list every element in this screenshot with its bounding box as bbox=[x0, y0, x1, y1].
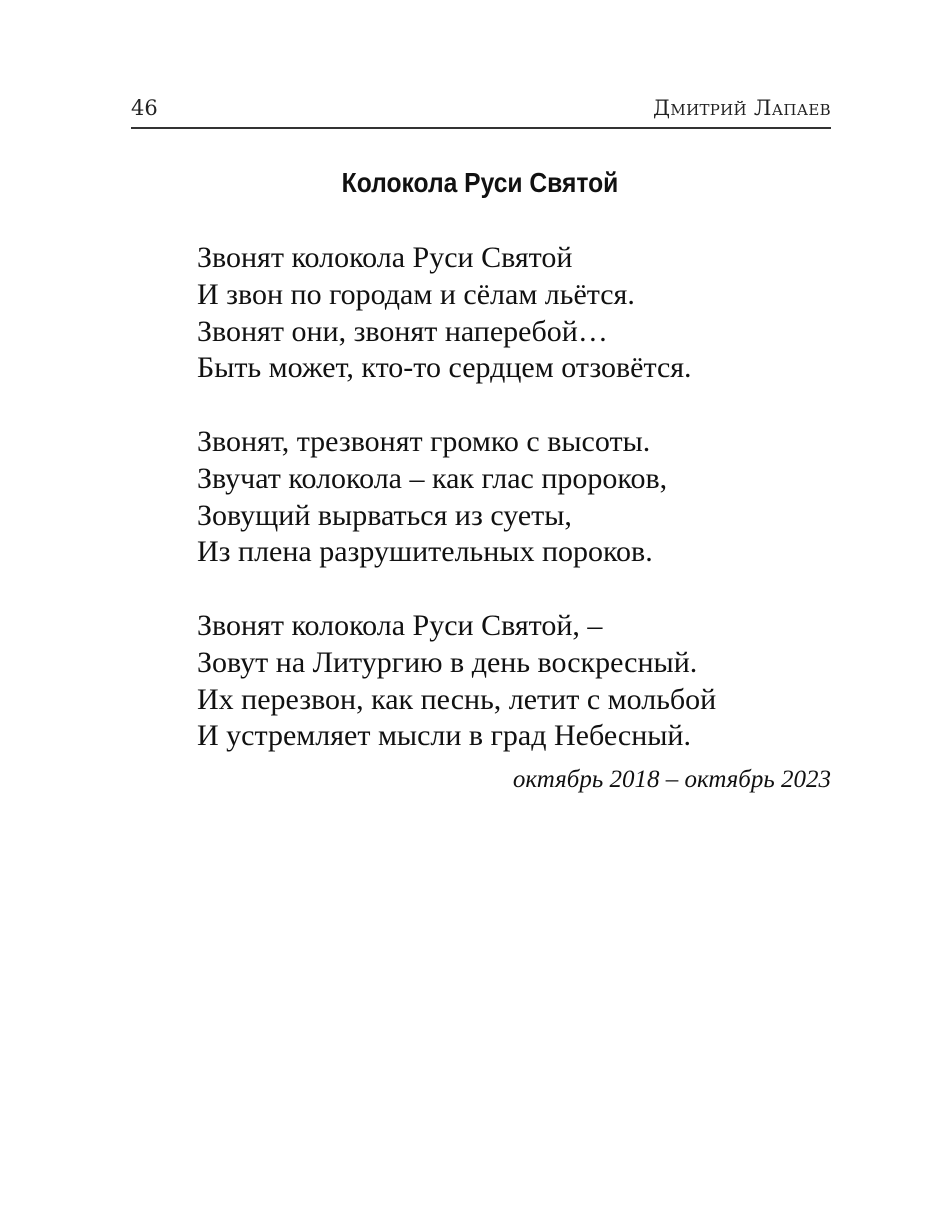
poem-line: Звонят колокола Руси Святой, – bbox=[197, 608, 603, 642]
stanza bbox=[197, 424, 716, 571]
poem-line: Звонят колокола Руси Святой bbox=[197, 241, 573, 274]
running-header-author: Дмитрий Лапаев bbox=[653, 96, 831, 120]
poem-body bbox=[197, 240, 716, 792]
poem-line: Из плена разрушительных пороков. bbox=[197, 535, 653, 569]
poem-title: Колокола Руси Святой bbox=[341, 167, 619, 198]
poem-line: Быть может, кто-то сердцем отзовётся. bbox=[197, 351, 692, 385]
poem-line: Звонят они, звонят наперебой… bbox=[197, 314, 608, 348]
header-rule bbox=[131, 127, 831, 129]
poem-line: Звучат колокола – как глас пророков, bbox=[197, 461, 668, 495]
poem-line: Их перезвон, как песнь, летит с мольбой bbox=[197, 682, 717, 716]
poem-line: Зовут на Литургию в день воскресный. bbox=[197, 645, 698, 679]
poem-date: октябрь 2018 – октябрь 2023 bbox=[512, 766, 831, 793]
stanza bbox=[197, 240, 716, 387]
poem-line: И устремляет мысли в град Небесный. bbox=[197, 719, 691, 753]
poem-line: Зовущий вырваться из суеты, bbox=[197, 498, 572, 532]
page-number: 46 bbox=[131, 96, 158, 120]
poem-line: И звон по городам и сёлам льётся. bbox=[197, 277, 635, 311]
stanza bbox=[197, 608, 716, 755]
poem-line: Звонят, трезвонят громко с высоты. bbox=[197, 424, 651, 458]
